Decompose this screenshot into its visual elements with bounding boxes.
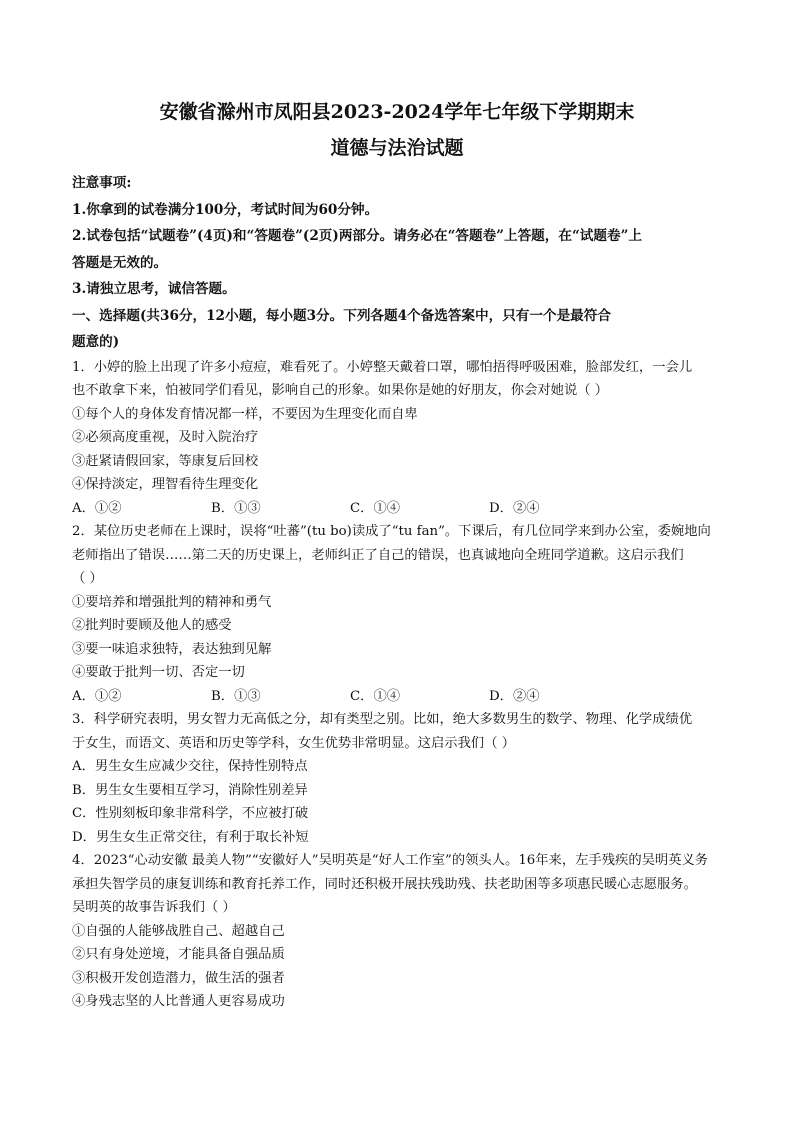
statement-item: ④保持淡定，理智看待生理变化 [72,477,259,492]
notice-item: 2.试卷包括“试题卷”(4页)和“答题卷”(2页)两部分。请务必在“答题卷”上答题，在“试题卷”上 [72,228,642,244]
question-stem: 2．某位历史老师在上课时，误将“吐蕃”(tu bo)读成了“tu fan”。下课后，有几位同学来到办公室，委婉地向 [72,524,711,539]
statement-item: ③积极开发创造潜力，做生活的强者 [72,970,285,986]
statement-item: ②必须高度重视，及时入院治疗 [72,430,259,445]
question-stem: 4．2023“心动安徽 最美人物”“安徽好人”吴明英是“好人工作室”的领头人。16年来，左手残疾的吴明英义务 [72,853,709,868]
option-a[interactable]: A．男生女生应减少交往，保持性别特点 [72,759,308,774]
question-stem: （ ） [72,571,103,586]
question-stem: 于女生，而语文、英语和历史等学科，女生优势非常明显。这启示我们（ ） [72,735,516,751]
answer-options [72,497,726,521]
option-a[interactable]: A．①② [72,688,122,704]
section-heading-cont: 题意的) [72,334,120,350]
option-c[interactable]: C．①④ [350,500,401,516]
option-c[interactable]: C．性别刻板印象非常科学，不应被打破 [72,806,309,821]
notice-item: 1.你拿到的试卷满分100分，考试时间为60分钟。 [72,201,379,218]
question-3 [72,708,726,849]
question-stem: 老师指出了错误……第二天的历史课上，老师纠正了自己的错误，也真诚地向全班同学道歉。这启示我们 [72,547,684,563]
question-1 [72,356,726,521]
option-c[interactable]: C．①④ [350,688,401,704]
option-d[interactable]: D．②④ [489,500,540,516]
statement-item: ③赶紧请假回家，等康复后回校 [72,453,259,469]
statement-item: ①要培养和增强批判的精神和勇气 [72,594,272,610]
option-d[interactable]: D．男生女生正常交往，有利于取长补短 [72,829,309,845]
statement-item: ②批判时要顾及他人的感受 [72,618,232,633]
exam-content [72,170,726,1014]
question-stem: 3．科学研究表明，男女智力无高低之分，却有类型之别。比如，绝大多数男生的数学、物理、化学成绩优 [72,712,693,727]
option-a[interactable]: A．①② [72,500,122,516]
question-stem: 承担失智学员的康复训练和教育托养工作，同时还积极开展扶残助残、扶老助困等多项惠民暖心志愿服务。 [72,876,697,892]
question-4 [72,849,726,1014]
statement-item: ④身残志坚的人比普通人更容易成功 [72,994,285,1009]
question-stem: 吴明英的故事告诉我们（ ） [72,900,236,915]
option-d[interactable]: D．②④ [489,688,540,704]
option-b[interactable]: B．男生女生要相互学习，消除性别差异 [72,782,308,798]
question-2 [72,520,726,708]
statement-item: ③要一味追求独特，表达独到见解 [72,641,272,657]
exam-subtitle: 道德与法治试题 [330,137,464,159]
notice-item: 答题是无效的。 [72,254,168,271]
exam-title: 安徽省滁州市凤阳县2023-2024学年七年级下学期期末 [159,101,635,123]
notice-item: 3.请独立思考，诚信答题。 [72,281,236,297]
question-stem: 也不敢拿下来，怕被同学们看见，影响自己的形象。如果你是她的好朋友，你会对她说（ ） [72,383,609,398]
answer-options [72,685,726,709]
notice-heading: 注意事项: [72,175,132,191]
option-b[interactable]: B．①③ [211,688,261,704]
statement-item: ④要敢于批判一切、否定一切 [72,665,245,680]
section-heading: 一、选择题(共36分，12小题，每小题3分。下列各题4个备选答案中，只有一个是最符合 [72,307,611,324]
statement-item: ①自强的人能够战胜自己、超越自己 [72,923,285,939]
statement-item: ①每个人的身体发育情况都一样，不要因为生理变化而自卑 [72,406,418,422]
statement-item: ②只有身处逆境，才能具备自强品质 [72,947,285,962]
option-b[interactable]: B．①③ [211,500,261,516]
question-stem: 1．小婷的脸上出现了许多小痘痘，难看死了。小婷整天戴着口罩，哪怕捂得呼吸困难，脸部发红，一会儿 [72,359,693,375]
